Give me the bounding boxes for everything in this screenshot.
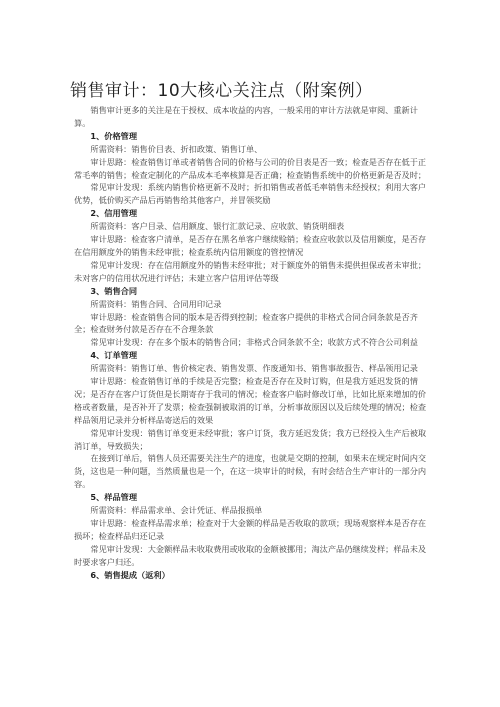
section-paragraph: 所需资料：客户目录、信用额度、银行汇款记录、应收款、销货明细表 (90, 221, 345, 232)
section-paragraph: 审计思路：检查样品需求单；检查对于大金额的样品是否收取的款项；现场观察样本是否存在损坏；检查样品归还记录 (74, 518, 427, 541)
section-paragraph: 所需资料：销售订单、售价核定表、销售发票、作废通知书、销售事故报告、样品领用记录 (90, 363, 418, 374)
section-paragraph: 审计思路：检查销售订单的手续是否完整；检查是否存在及时订购，但是我方延迟发货的情况；是否存在客户订货但是长期寄存于我司的情况；检查客户临时修改订单，比如比原来增加的价格或者数量，是否补开了发票；检查强制被取消的订单，分析事故原因以及后续处理的情况；检查样品领用记录并分析样品寄送后的效果 (74, 376, 427, 425)
section-paragraph: 审计思路：检查客户清单，是否存在黑名单客户继续赊销；检查应收款以及信用额度，是否存在信用额度外的销售未经审批；检查系统内信用额度的管控情况 (74, 234, 427, 257)
section-heading: 2、信用管理 (90, 208, 138, 219)
document-title: 销售审计：10大核心关注点（附案例） (70, 81, 373, 101)
document-body (74, 104, 430, 582)
section-paragraph: 所需资料：销售价目表、折扣政策、销售订单、 (90, 143, 263, 154)
section-heading: 1、价格管理 (90, 130, 138, 141)
section-heading: 6、销售提成（返利） (90, 569, 170, 580)
section-paragraph: 常见审计发现：存在信用额度外的销售未经审批；对于额度外的销售未提供担保或者未审批；未对客户的信用状况进行评估；未建立客户信用评估等级 (74, 259, 427, 283)
section-paragraph: 常见审计发现：系统内销售价格更新不及时；折扣销售或者低毛率销售未经授权；利用大客户优势，低价购买产品后再销售给其他客户，并冒领奖励 (74, 182, 427, 206)
section-heading: 5、样品管理 (90, 492, 138, 503)
section-paragraph: 在接到订单后，销售人员还需要关注生产的进度，也就是交期的控制，如果未在规定时间内交货，这也是一种问题，当然质量也是一个，在这一块审计的时候，有时会结合生产审计的一部分内容。 (74, 453, 427, 490)
section-paragraph: 审计思路：检查销售合同的版本是否得到控制；检查客户提供的非格式合同合同条款是否齐全；检查财务付款是否存在不合理条款 (74, 311, 418, 335)
section-paragraph: 常见审计发现：销售订单变更未经审批；客户订货，我方延迟发货；我方已经投入生产后被取消订单，导致损失； (74, 427, 427, 451)
section-paragraph: 所需资料：样品需求单、会计凭证、样品报损单 (90, 505, 263, 516)
section-paragraph: 审计思路：检查销售订单或者销售合同的价格与公司的价目表是否一致；检查是否存在低于正常毛率的销售；检查定制化的产品成本毛率核算是否正确；检查销售系统中的价格更新是否及时； (74, 156, 427, 180)
intro-paragraph: 销售审计更多的关注是在于授权、成本收益的内容，一般采用的审计方法就是审阅、重新计算。 (74, 105, 418, 128)
section-heading: 4、订单管理 (90, 350, 138, 361)
section-paragraph: 所需资料：销售合同、合同用印记录 (90, 298, 222, 309)
section-heading: 3、销售合同 (90, 285, 138, 296)
section-paragraph: 常见审计发现：大金额样品未收取费用或收取的金额被挪用；淘汰产品仍继续发样；样品未及时要求客户归还。 (74, 543, 427, 567)
section-paragraph: 常见审计发现：存在多个版本的销售合同；非格式合同条款不全；收款方式不符合公司利益 (90, 337, 418, 348)
